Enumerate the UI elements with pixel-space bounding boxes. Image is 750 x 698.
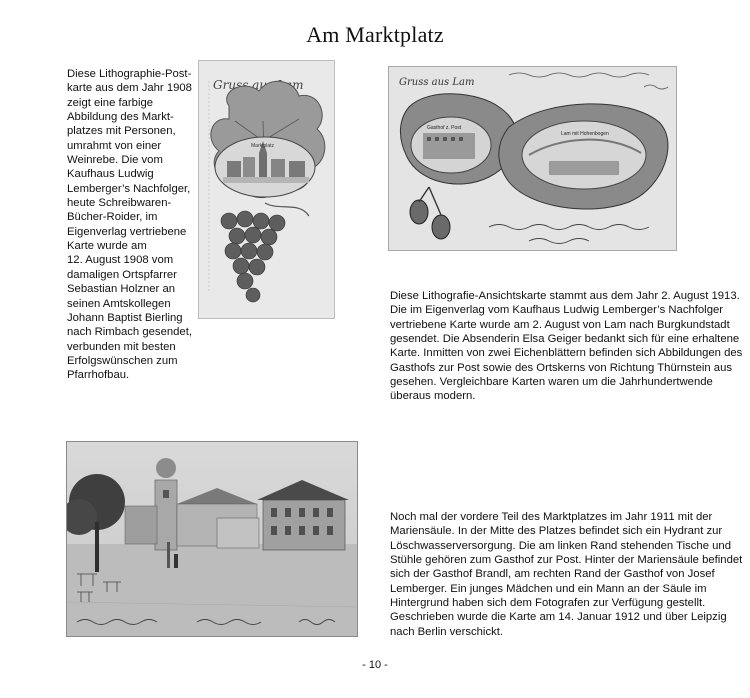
caption-line: Lemberger’s Nachfolger, xyxy=(67,182,191,195)
caption-line: zeigt eine farbige xyxy=(67,96,154,109)
caption-line: gesendet. Die Absenderin Elsa Geiger bedankt sich für eine erhaltene xyxy=(390,333,740,346)
caption-line: damaligen Ortspfarrer xyxy=(67,268,177,281)
caption-line: Lemberger. Ein junges Mädchen und ein Mann an der Säule im xyxy=(390,582,707,595)
inset-label-right: Lam mit Hohenbogen xyxy=(561,131,609,137)
caption-line: Noch mal der vordere Teil des Marktplatzes im Jahr 1911 mit der xyxy=(390,511,713,523)
caption-line: Karte wurde am xyxy=(67,240,147,253)
caption-line: Stühle gehören zum Gasthof zur Post. Hinter der Mariensäule befindet xyxy=(390,554,743,567)
caption-line: Geschrieben wurde die Karte am 14. Januar 1912 und über Leipzig xyxy=(390,611,727,624)
caption-line: karte aus dem Jahr 1908 xyxy=(67,82,192,95)
caption-line: Hintergrund haben sich dem Fotografen zur Verfügung gestellt. xyxy=(390,597,706,610)
postcard-grape-vine-image xyxy=(199,61,334,318)
caption-line: Erfolgswünschen zum xyxy=(67,354,178,367)
caption-line: heute Schreibwaren- xyxy=(67,197,172,210)
caption-line: Diese Lithografie-Ansichtskarte stammt aus dem Jahr 2. August 1913. xyxy=(390,290,740,302)
caption-line: Mariensäule. In der Mitte des Platzes befindet sich ein Hydrant zur xyxy=(390,525,723,538)
caption-line: nach Berlin verschickt. xyxy=(390,625,504,638)
page-number: - 10 - xyxy=(362,659,388,671)
postcard-heading: Gruss aus Lam xyxy=(213,78,304,92)
caption-line: vertriebene Karte wurde am 2. August von Lam nach Burgkundstadt xyxy=(390,318,730,331)
caption-line: Diese Lithographie-Post- xyxy=(67,68,192,80)
caption-line: Pfarrhofbau. xyxy=(67,369,130,382)
caption-line: Karte. Inmitten von zwei Eichenblättern befinden sich Abbildungen des xyxy=(390,347,743,360)
caption-line: Sebastian Holzner an xyxy=(67,283,176,296)
postcard-oak-leaf-image xyxy=(389,67,676,250)
caption-line: gesehen. Vergleichbare Karten waren um die Jahrhundertwende xyxy=(390,376,713,389)
caption-photo-1911 xyxy=(390,510,743,639)
inset-label-left: Gasthof z. Post xyxy=(427,125,462,131)
caption-line: sich der Gasthof Brandl, am rechten Rand der Gasthof von Josef xyxy=(390,568,715,581)
caption-line: überaus modern. xyxy=(390,390,476,403)
caption-line: Weinrebe. Die vom xyxy=(67,154,163,167)
caption-line: platzes mit Personen, xyxy=(67,125,176,138)
caption-line: nach Rimbach gesendet, xyxy=(67,326,192,339)
caption-line: seinen Amtskollegen xyxy=(67,297,171,310)
caption-line: umrahmt von einer xyxy=(67,139,162,152)
caption-line: Die im Eigenverlag vom Kaufhaus Ludwig Lemberger’s Nachfolger xyxy=(390,304,724,317)
caption-line: Löschwasserversorgung. Die am linken Rand stehenden Tische und xyxy=(390,539,731,552)
postcard-heading: Gruss aus Lam xyxy=(399,77,475,88)
caption-line: Bücher-Roider, im xyxy=(67,211,158,224)
caption-line: Gasthofs zur Post sowie des Ortskerns von Richtung Thürnstein aus xyxy=(390,361,732,374)
caption-postcard-1913 xyxy=(390,289,743,404)
caption-line: 12. August 1908 vom xyxy=(67,254,174,267)
caption-line: Eigenverlag vertriebene xyxy=(67,225,187,238)
marktplatz-photo-1911 xyxy=(67,442,357,636)
caption-line: Johann Baptist Bierling xyxy=(67,311,183,324)
inset-label: Marktplatz xyxy=(251,143,275,149)
page-title: Am Marktplatz xyxy=(306,22,444,47)
caption-postcard-1908 xyxy=(67,67,195,383)
caption-line: Kaufhaus Ludwig xyxy=(67,168,154,181)
caption-line: Abbildung des Markt- xyxy=(67,111,174,124)
caption-line: verbunden mit besten xyxy=(67,340,176,353)
